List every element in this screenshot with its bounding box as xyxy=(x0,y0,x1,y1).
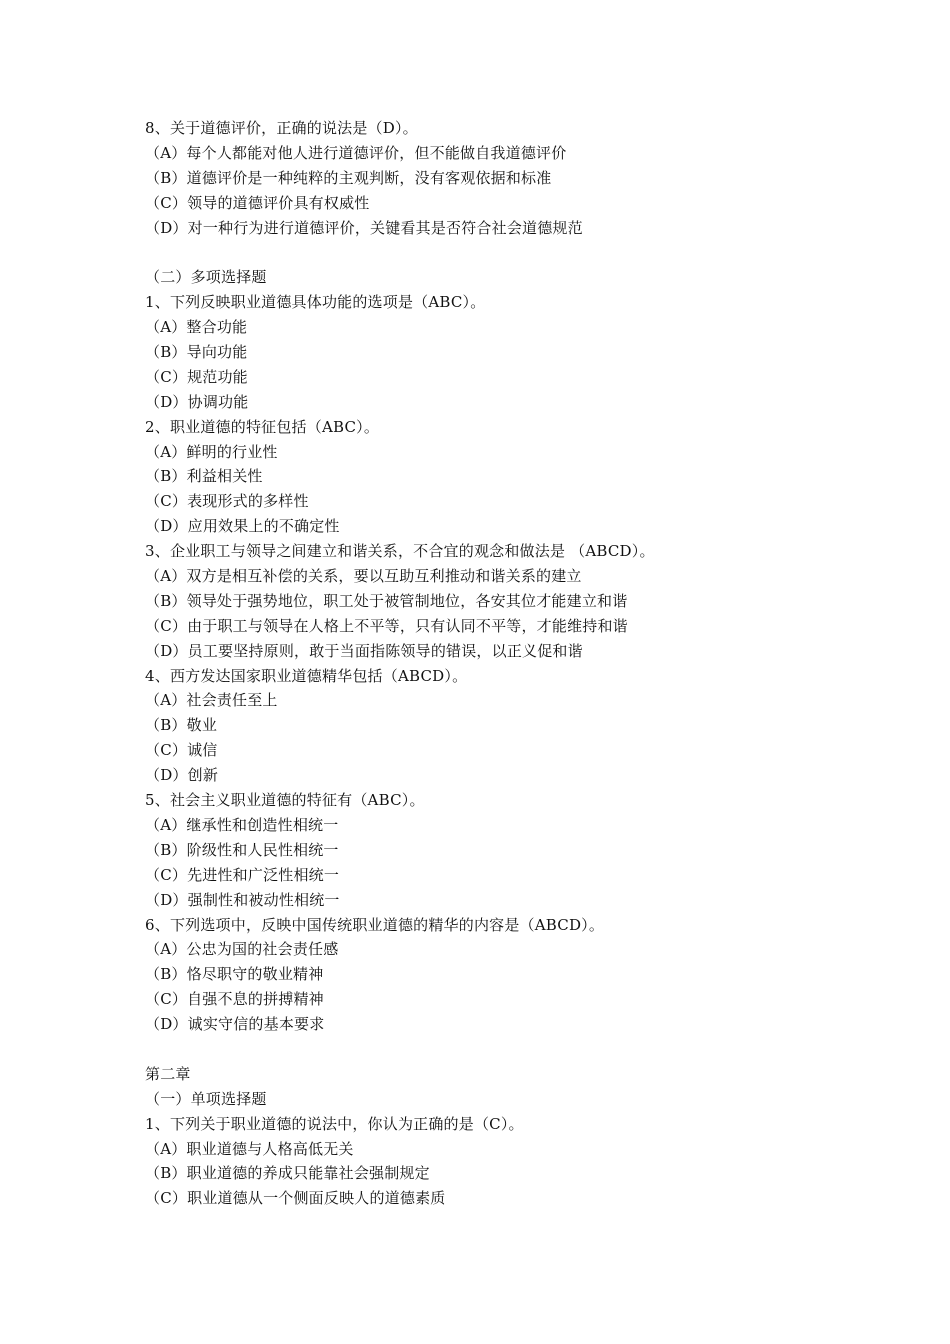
multi-question-2-option-a: （A）鲜明的行业性 xyxy=(145,442,278,461)
single-choice-heading: （一）单项选择题 xyxy=(145,1089,267,1108)
multi-question-3-option-c: （C）由于职工与领导在人格上不平等，只有认同不平等，才能维持和谐 xyxy=(145,616,628,635)
question-8-option-a: （A）每个人都能对他人进行道德评价，但不能做自我道德评价 xyxy=(145,143,567,162)
multi-question-5-option-a: （A）继承性和创造性相统一 xyxy=(145,815,339,834)
multi-question-1-option-c: （C）规范功能 xyxy=(145,367,248,386)
multi-question-5-option-c: （C）先进性和广泛性相统一 xyxy=(145,865,340,884)
multi-question-4-option-a: （A）社会责任至上 xyxy=(145,691,278,710)
multi-question-6-option-c: （C）自强不息的拼搏精神 xyxy=(145,990,324,1009)
multi-question-1-option-d: （D）协调功能 xyxy=(145,392,249,411)
document-body xyxy=(145,116,865,1211)
question-8-stem: 8、关于道德评价，正确的说法是（D）。 xyxy=(145,119,418,137)
multi-question-2-option-d: （D）应用效果上的不确定性 xyxy=(145,517,340,536)
multi-question-3-option-d: （D）员工要坚持原则，敢于当面指陈领导的错误，以正义促和谐 xyxy=(145,641,583,660)
multi-question-5-stem: 5、社会主义职业道德的特征有（ABC）。 xyxy=(145,791,425,810)
multi-question-3-option-b: （B）领导处于强势地位，职工处于被管制地位，各安其位才能建立和谐 xyxy=(145,591,628,610)
multi-question-6-option-d: （D）诚实守信的基本要求 xyxy=(145,1015,325,1034)
spacer xyxy=(145,240,865,265)
multi-question-6-option-b: （B）恪尽职守的敬业精神 xyxy=(145,965,324,984)
multi-choice-heading: （二）多项选择题 xyxy=(145,268,267,287)
question-8-option-d: （D）对一种行为进行道德评价，关键看其是否符合社会道德规范 xyxy=(145,218,583,237)
multi-question-4-option-c: （C）诚信 xyxy=(145,741,218,760)
multi-question-1-stem: 1、下列反映职业道德具体功能的选项是（ABC）。 xyxy=(145,293,486,312)
single-question-1-option-c: （C）职业道德从一个侧面反映人的道德素质 xyxy=(145,1189,446,1208)
single-question-1-option-a: （A）职业道德与人格高低无关 xyxy=(145,1139,354,1158)
multi-question-2-option-b: （B）利益相关性 xyxy=(145,467,263,486)
multi-question-1-option-b: （B）导向功能 xyxy=(145,343,248,362)
multi-question-3-option-a: （A）双方是相互补偿的关系，要以互助互利推动和谐关系的建立 xyxy=(145,567,582,586)
multi-question-4-stem: 4、西方发达国家职业道德精华包括（ABCD）。 xyxy=(145,666,468,685)
multi-question-1-option-a: （A）整合功能 xyxy=(145,318,248,337)
question-8-option-b: （B）道德评价是一种纯粹的主观判断，没有客观依据和标准 xyxy=(145,168,552,187)
multi-question-6-option-a: （A）公忠为国的社会责任感 xyxy=(145,940,339,959)
spacer xyxy=(145,1037,865,1062)
multi-question-5-option-b: （B）阶级性和人民性相统一 xyxy=(145,840,339,859)
multi-question-2-stem: 2、职业道德的特征包括（ABC）。 xyxy=(145,417,380,436)
multi-question-2-option-c: （C）表现形式的多样性 xyxy=(145,492,309,511)
multi-question-5-option-d: （D）强制性和被动性相统一 xyxy=(145,890,340,909)
multi-question-6-stem: 6、下列选项中，反映中国传统职业道德的精华的内容是（ABCD）。 xyxy=(145,915,605,934)
single-question-1-stem: 1、下列关于职业道德的说法中，你认为正确的是（C）。 xyxy=(145,1114,524,1133)
question-8-option-c: （C）领导的道德评价具有权威性 xyxy=(145,193,370,212)
single-question-1-option-b: （B）职业道德的养成只能靠社会强制规定 xyxy=(145,1164,430,1183)
chapter-heading: 第二章 xyxy=(145,1064,191,1083)
multi-question-4-option-d: （D）创新 xyxy=(145,766,219,785)
multi-question-3-stem: 3、企业职工与领导之间建立和谐关系，不合宜的观念和做法是 （ABCD）。 xyxy=(145,542,655,561)
multi-question-4-option-b: （B）敬业 xyxy=(145,716,218,735)
